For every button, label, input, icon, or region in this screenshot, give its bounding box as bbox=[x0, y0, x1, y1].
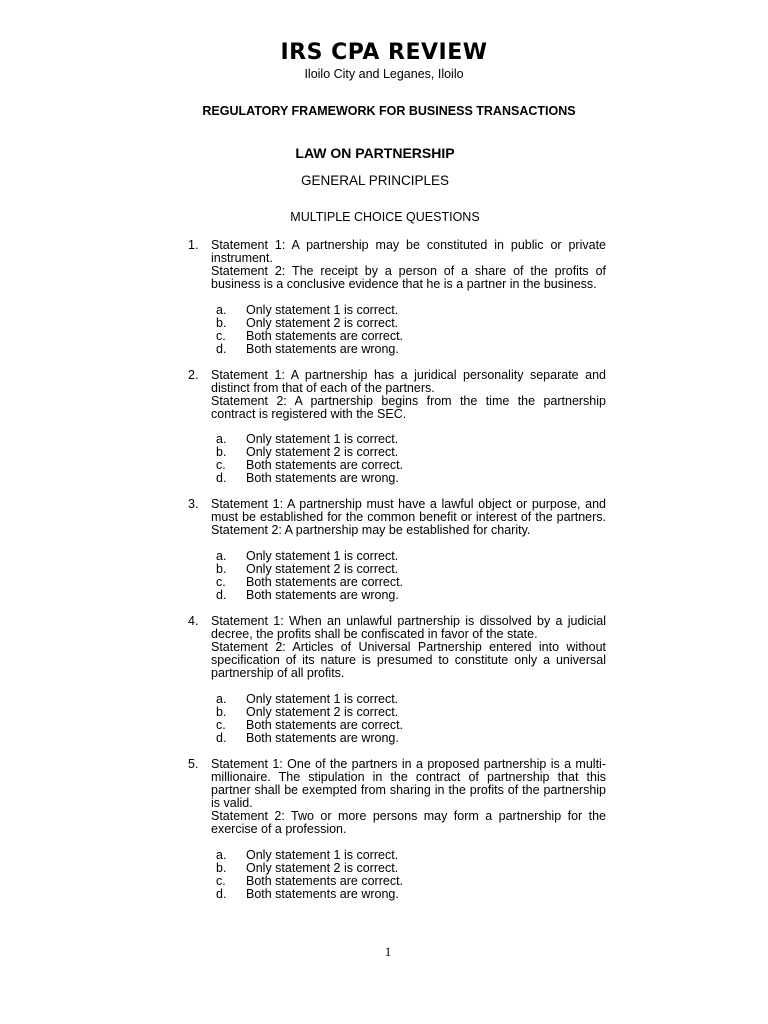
choice-text: Only statement 2 is correct. bbox=[246, 861, 399, 875]
question-number: 4. bbox=[188, 614, 199, 628]
choice-text: Both statements are correct. bbox=[246, 575, 404, 589]
question-line: Statement 1: A partnership may be constituted in public or private bbox=[211, 238, 606, 252]
question-line: business is a conclusive evidence that he is a partner in the business. bbox=[211, 277, 597, 291]
choice-letter: d. bbox=[216, 887, 227, 901]
question-line: specification of its nature is presumed to constitute only a universal bbox=[211, 653, 606, 667]
question-line: Statement 2: Two or more persons may form a partnership for the bbox=[211, 809, 606, 823]
question-line: partnership of all profits. bbox=[211, 666, 345, 680]
section-heading: GENERAL PRINCIPLES bbox=[300, 173, 450, 188]
choice-text: Only statement 2 is correct. bbox=[246, 316, 399, 330]
choice-letter: b. bbox=[216, 316, 227, 330]
page-number: 1 bbox=[384, 944, 392, 959]
choice-letter: a. bbox=[216, 303, 227, 317]
choice-d bbox=[216, 472, 516, 485]
choice-text: Only statement 1 is correct. bbox=[246, 549, 399, 563]
question-line: decree, the profits shall be confiscated in favor of the state. bbox=[211, 627, 538, 641]
choice-d bbox=[216, 888, 516, 901]
choice-list bbox=[216, 304, 516, 356]
choice-text: Both statements are wrong. bbox=[246, 471, 399, 485]
question-number: 3. bbox=[188, 497, 199, 511]
choice-letter: b. bbox=[216, 562, 227, 576]
choice-letter: d. bbox=[216, 588, 227, 602]
question-number: 2. bbox=[188, 368, 199, 382]
choice-letter: a. bbox=[216, 549, 227, 563]
choice-letter: d. bbox=[216, 471, 227, 485]
choice-text: Only statement 1 is correct. bbox=[246, 432, 399, 446]
page-title: IRS CPA REVIEW bbox=[280, 40, 488, 65]
question-text bbox=[211, 369, 606, 421]
choice-letter: a. bbox=[216, 432, 227, 446]
mcq-heading: MULTIPLE CHOICE QUESTIONS bbox=[290, 210, 480, 224]
location-subtitle: Iloilo City and Leganes, Iloilo bbox=[304, 67, 464, 81]
choice-text: Only statement 2 is correct. bbox=[246, 562, 399, 576]
choice-d bbox=[216, 343, 516, 356]
choice-text: Only statement 2 is correct. bbox=[246, 445, 399, 459]
choice-text: Both statements are wrong. bbox=[246, 588, 399, 602]
choice-d bbox=[216, 732, 516, 745]
question-line: Statement 2: A partnership begins from the time the partnership bbox=[211, 394, 606, 408]
choice-list bbox=[216, 849, 516, 901]
question-line: Statement 2: The receipt by a person of a share of the profits of bbox=[211, 264, 606, 278]
choice-letter: c. bbox=[216, 575, 226, 589]
choice-text: Only statement 1 is correct. bbox=[246, 303, 399, 317]
choice-letter: b. bbox=[216, 705, 227, 719]
question-line: Statement 1: One of the partners in a proposed partnership is a multi- bbox=[211, 757, 606, 771]
choice-text: Both statements are correct. bbox=[246, 458, 404, 472]
choice-text: Only statement 1 is correct. bbox=[246, 848, 399, 862]
question-text bbox=[211, 615, 606, 680]
question-line: distinct from that of each of the partners. bbox=[211, 381, 435, 395]
question-line: Statement 1: A partnership has a juridical personality separate and bbox=[211, 368, 606, 382]
choice-letter: c. bbox=[216, 718, 226, 732]
question-text bbox=[211, 239, 606, 291]
choice-letter: c. bbox=[216, 329, 226, 343]
choice-letter: d. bbox=[216, 342, 227, 356]
choice-letter: c. bbox=[216, 874, 226, 888]
question-text bbox=[211, 758, 606, 836]
topic-heading: LAW ON PARTNERSHIP bbox=[295, 145, 455, 161]
choice-letter: d. bbox=[216, 731, 227, 745]
choice-letter: b. bbox=[216, 445, 227, 459]
choice-text: Only statement 2 is correct. bbox=[246, 705, 399, 719]
choice-letter: c. bbox=[216, 458, 226, 472]
question-line: Statement 2: A partnership may be established for charity. bbox=[211, 523, 531, 537]
subject-heading: REGULATORY FRAMEWORK FOR BUSINESS TRANSACTIONS bbox=[202, 104, 576, 118]
choice-letter: a. bbox=[216, 848, 227, 862]
choice-letter: b. bbox=[216, 861, 227, 875]
question-line: Statement 1: A partnership must have a lawful object or purpose, and bbox=[211, 497, 606, 511]
choice-text: Both statements are correct. bbox=[246, 718, 404, 732]
question-line: millionaire. The stipulation in the contract of partnership that this bbox=[211, 770, 606, 784]
choice-d bbox=[216, 589, 516, 602]
question-line: partner shall be exempted from sharing in the profits of the partnership bbox=[211, 783, 606, 797]
choice-text: Both statements are correct. bbox=[246, 874, 404, 888]
choice-list bbox=[216, 550, 516, 602]
question-line: Statement 2: Articles of Universal Partnership entered into without bbox=[211, 640, 606, 654]
choice-text: Both statements are wrong. bbox=[246, 887, 399, 901]
choice-text: Only statement 1 is correct. bbox=[246, 692, 399, 706]
choice-list bbox=[216, 433, 516, 485]
question-number: 1. bbox=[188, 238, 199, 252]
choice-letter: a. bbox=[216, 692, 227, 706]
choice-text: Both statements are correct. bbox=[246, 329, 404, 343]
question-text bbox=[211, 498, 606, 537]
choice-text: Both statements are wrong. bbox=[246, 342, 399, 356]
question-line: must be established for the common benefit or interest of the partners. bbox=[211, 510, 606, 524]
question-number: 5. bbox=[188, 757, 199, 771]
choice-text: Both statements are wrong. bbox=[246, 731, 399, 745]
question-line: is valid. bbox=[211, 796, 253, 810]
question-line: instrument. bbox=[211, 251, 273, 265]
question-line: exercise of a profession. bbox=[211, 822, 347, 836]
choice-list bbox=[216, 693, 516, 745]
question-line: Statement 1: When an unlawful partnership is dissolved by a judicial bbox=[211, 614, 606, 628]
question-line: contract is registered with the SEC. bbox=[211, 407, 407, 421]
